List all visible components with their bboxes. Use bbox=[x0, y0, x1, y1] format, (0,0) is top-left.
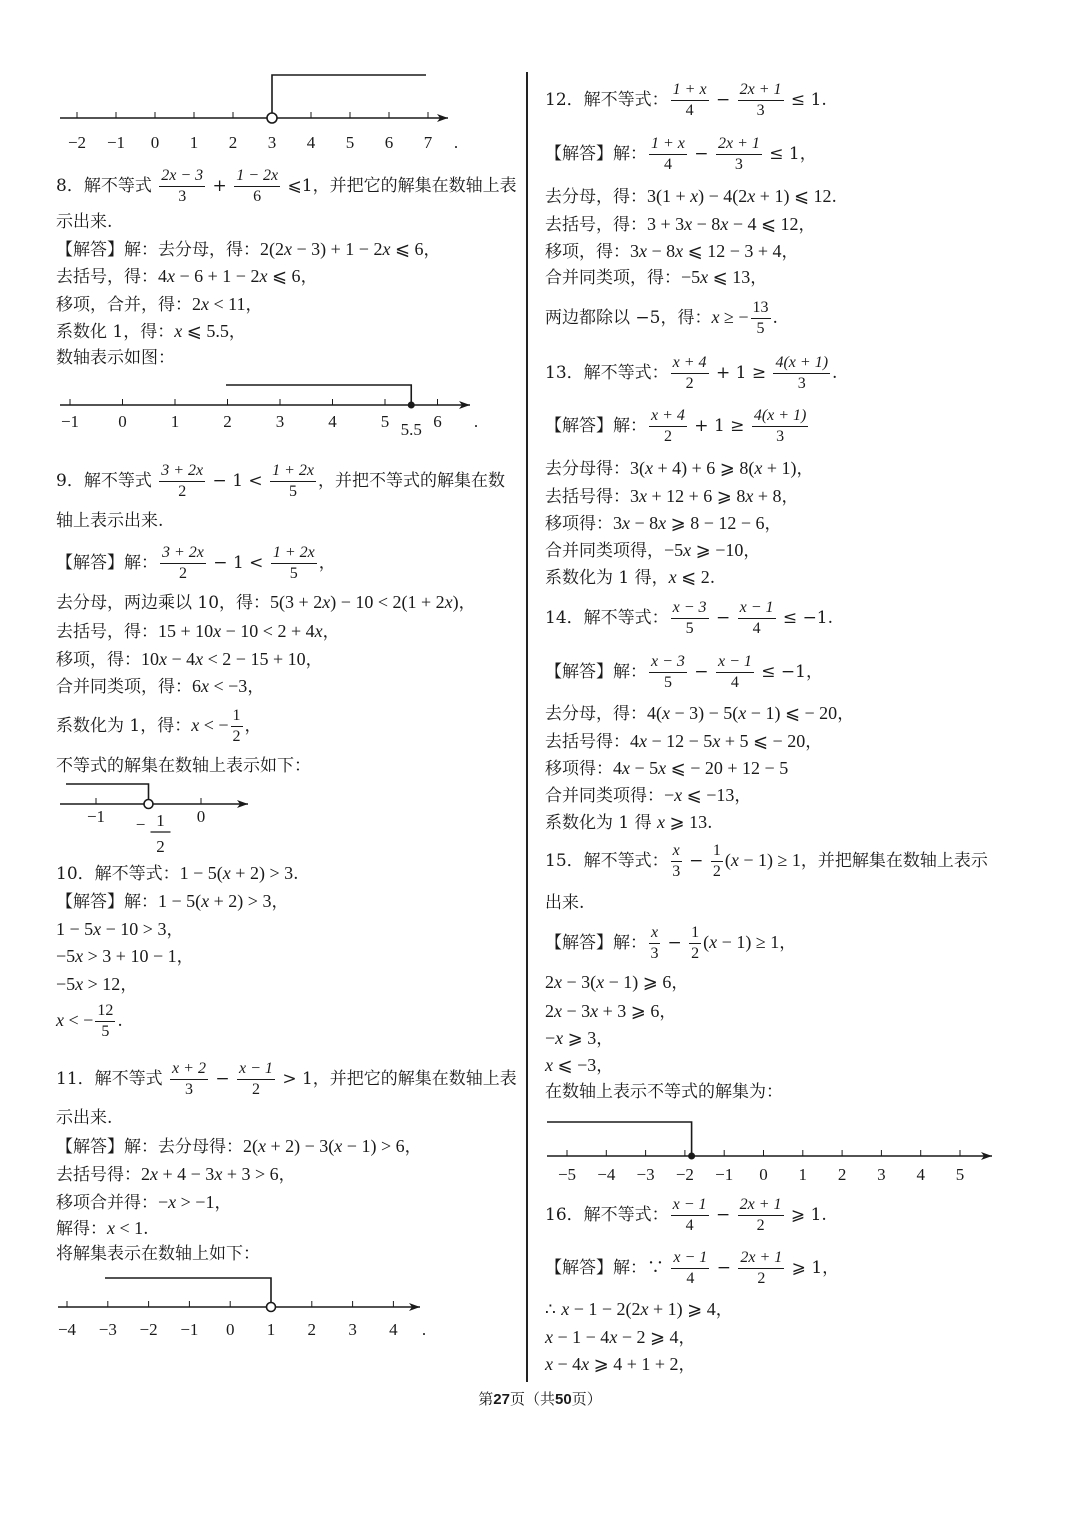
tick-label: 5 bbox=[345, 133, 355, 152]
text-line: 【解答】解：1 − 5(x + 2) > 3， bbox=[56, 891, 289, 912]
tick-label: −2 bbox=[675, 1165, 694, 1184]
trailing-period: . bbox=[473, 412, 479, 431]
open-endpoint bbox=[267, 113, 277, 123]
text-line: 【解答】解：∵ $\frac{x - 1}{4}$ − $\frac{2x + 1}{2}$ ⩾ 1， bbox=[545, 1249, 840, 1287]
footer-mid: 页（共 bbox=[509, 1390, 555, 1408]
solution-bracket bbox=[226, 385, 411, 405]
tick-label: 5 bbox=[955, 1165, 965, 1184]
footer-page-number: 27 bbox=[493, 1391, 510, 1408]
tick-label: −1 bbox=[60, 412, 80, 431]
text-line: 移项得：3x − 8x ⩾ 8 − 12 − 6， bbox=[545, 513, 782, 534]
text-line: x ⩽ −3， bbox=[545, 1055, 614, 1076]
text-line: 两边都除以 −5，得：x ≥ − $\frac{13}{5}$ . bbox=[545, 299, 778, 337]
text-line: 【解答】解： $\frac{x}{3}$ − $\frac{1}{2}$ (x − 1) ≥ 1， bbox=[545, 924, 797, 962]
fraction-denominator: 2 bbox=[156, 837, 165, 856]
tick-label: 4 bbox=[306, 133, 316, 152]
text-line: 示出来. bbox=[56, 212, 113, 232]
text-line: x < − $\frac{12}{5}$ . bbox=[56, 1002, 123, 1040]
text-line: 在数轴上表示不等式的解集为： bbox=[545, 1082, 783, 1102]
tick-label-5-5: 5.5 bbox=[400, 420, 422, 439]
text-line: 【解答】解：去分母得：2(x + 2) − 3(x − 1) > 6， bbox=[56, 1136, 422, 1157]
footer-prefix: 第 bbox=[478, 1390, 494, 1408]
tick-label: 3 bbox=[275, 412, 285, 431]
tick-label: 5 bbox=[380, 412, 390, 431]
solution-bracket bbox=[105, 1278, 271, 1303]
tick-label: −4 bbox=[57, 1320, 77, 1339]
problem-13-statement: 13．解不等式： $\frac{x + 4}{2}$ + 1 ≥ $\frac{4(x + 1)}{3}$ . bbox=[545, 354, 838, 392]
trailing-period: . bbox=[421, 1320, 427, 1339]
tick-label: −3 bbox=[636, 1165, 655, 1184]
problem-15-statement: 15．解不等式： $\frac{x}{3}$ − $\frac{1}{2}$ (x − 1) ≥ 1，并把解集在数轴上表示 bbox=[545, 842, 988, 880]
text-line: 【解答】解： $\frac{1 + x}{4}$ − $\frac{2x + 1}{3}$ ≤ 1， bbox=[545, 135, 817, 173]
text-line: 去括号得：4x − 12 − 5x + 5 ⩽ − 20， bbox=[545, 731, 823, 752]
tick-label: 3 bbox=[348, 1320, 357, 1339]
number-line-8 bbox=[0, 375, 526, 455]
tick-label: −2 bbox=[67, 133, 87, 152]
fraction-sign: − bbox=[135, 815, 146, 834]
tick-label: −1 bbox=[106, 133, 126, 152]
tick-label: 4 bbox=[328, 412, 337, 431]
tick-label: 1 bbox=[798, 1165, 808, 1184]
tick-label: 0 bbox=[150, 133, 160, 152]
tick-label: −1 bbox=[180, 1320, 199, 1339]
tick-label: 0 bbox=[759, 1165, 768, 1184]
text-line: 1 − 5x − 10 > 3， bbox=[56, 919, 184, 940]
tick-label: 2 bbox=[307, 1320, 317, 1339]
text-line: 系数化为 1 得，x ⩽ 2. bbox=[545, 567, 716, 588]
number-line-11 bbox=[0, 1270, 526, 1345]
open-endpoint bbox=[267, 1303, 276, 1312]
problem-9-statement: 9．解不等式 $\frac{3 + 2x}{2}$ − 1 < $\frac{1 + 2x}{5}$ ，并把不等式的解集在数 bbox=[56, 462, 505, 500]
open-endpoint bbox=[144, 800, 153, 809]
tick-label: 4 bbox=[916, 1165, 925, 1184]
problem-10-statement: 10．解不等式：1 − 5(x + 2) > 3. bbox=[56, 863, 299, 884]
text-line: 【解答】解： $\frac{x - 3}{5}$ − $\frac{x - 1}{4}$ ≤ −1， bbox=[545, 653, 823, 691]
text-line: 【解答】解： $\frac{x + 4}{2}$ + 1 ≥ $\frac{4(x + 1)}{3}$ bbox=[545, 407, 807, 445]
tick-label: −5 bbox=[557, 1165, 577, 1184]
tick-label: 4 bbox=[389, 1320, 398, 1339]
text-line: 去括号得：3x + 12 + 6 ⩾ 8x + 8， bbox=[545, 486, 799, 507]
text-line: 【解答】解：去分母，得：2(2x − 3) + 1 − 2x ⩽ 6， bbox=[56, 239, 441, 260]
text-line: x − 1 − 4x − 2 ⩾ 4， bbox=[545, 1327, 696, 1348]
text-line: 去括号，得：4x − 6 + 1 − 2x ⩽ 6， bbox=[56, 266, 318, 287]
tick-label: −1 bbox=[715, 1165, 734, 1184]
problem-8-statement: 8．解不等式 $\frac{2x - 3}{3}$ + $\frac{1 - 2x}{6}$ ⩽1，并把它的解集在数轴上表 bbox=[56, 167, 517, 205]
tick-label: −2 bbox=[139, 1320, 158, 1339]
text-line: 移项合并得：−x > −1， bbox=[56, 1192, 232, 1213]
tick-label: 7 bbox=[423, 133, 433, 152]
text-line: 合并同类项，得：−5x ⩽ 13， bbox=[545, 267, 768, 288]
text-line: −5x > 12， bbox=[56, 974, 138, 995]
tick-label: 2 bbox=[837, 1165, 847, 1184]
tick-label: 1 bbox=[266, 1320, 276, 1339]
text-line: −5x > 3 + 10 − 1， bbox=[56, 946, 194, 967]
text-line: 2x − 3x + 3 ⩾ 6， bbox=[545, 1001, 677, 1022]
problem-16-statement: 16．解不等式： $\frac{x - 1}{4}$ − $\frac{2x + 1}{2}$ ⩾ 1. bbox=[545, 1196, 827, 1234]
text-line: 出来. bbox=[545, 893, 585, 913]
tick-label: 6 bbox=[433, 412, 442, 431]
text-line: 去分母，得：3(1 + x) − 4(2x + 1) ⩽ 12. bbox=[545, 186, 837, 207]
tick-label: 1 bbox=[189, 133, 199, 152]
text-line: 【解答】解： $\frac{3 + 2x}{2}$ − 1 < $\frac{1 + 2x}{5}$ ， bbox=[56, 544, 336, 582]
tick-label: 2 bbox=[228, 133, 238, 152]
text-line: ∴ x − 1 − 2(2x + 1) ⩾ 4， bbox=[545, 1299, 733, 1320]
solution-bracket bbox=[547, 1122, 692, 1156]
text-line: 数轴表示如图： bbox=[56, 348, 175, 368]
filled-endpoint bbox=[408, 402, 415, 409]
tick-label: 0 bbox=[118, 412, 127, 431]
solution-bracket bbox=[66, 784, 149, 800]
tick-label: 2 bbox=[223, 412, 232, 431]
text-line: 移项，得：10x − 4x < 2 − 15 + 10， bbox=[56, 649, 323, 670]
tick-label: −1 bbox=[86, 807, 106, 826]
number-line-top bbox=[0, 60, 526, 160]
number-line-9 bbox=[0, 778, 526, 860]
text-line: 去括号，得：3 + 3x − 8x − 4 ⩽ 12， bbox=[545, 214, 816, 235]
tick-label: 1 bbox=[170, 412, 180, 431]
tick-label: 0 bbox=[196, 807, 206, 826]
text-line: 系数化 1，得：x ⩽ 5.5， bbox=[56, 321, 246, 342]
tick-label: −3 bbox=[98, 1320, 117, 1339]
number-line-15 bbox=[527, 1110, 1080, 1190]
filled-endpoint bbox=[688, 1153, 695, 1160]
text-line: 系数化为 1，得：x < − $\frac{1}{2}$ ， bbox=[56, 707, 262, 745]
text-line: 去分母得：3(x + 4) + 6 ⩾ 8(x + 1)， bbox=[545, 458, 814, 479]
text-line: 解得：x < 1. bbox=[56, 1218, 149, 1239]
text-line: 示出来. bbox=[56, 1108, 113, 1128]
footer-total-pages: 50 bbox=[555, 1391, 572, 1408]
text-line: 将解集表示在数轴上如下： bbox=[56, 1244, 260, 1264]
text-line: 去分母，得：4(x − 3) − 5(x − 1) ⩽ − 20， bbox=[545, 703, 855, 724]
text-line: 移项，合并，得：2x < 11， bbox=[56, 294, 263, 315]
text-line: 不等式的解集在数轴上表示如下： bbox=[56, 756, 311, 776]
tick-label: 6 bbox=[384, 133, 394, 152]
problem-14-statement: 14．解不等式： $\frac{x - 3}{5}$ − $\frac{x - 1}{4}$ ≤ −1. bbox=[545, 599, 834, 637]
text-line: 合并同类项得：−x ⩽ −13， bbox=[545, 785, 752, 806]
text-line: 合并同类项，得：6x < −3， bbox=[56, 676, 265, 697]
trailing-period: . bbox=[453, 133, 459, 152]
tick-label: −4 bbox=[597, 1165, 616, 1184]
footer-suffix: 页） bbox=[571, 1390, 602, 1408]
text-line: 去括号，得：15 + 10x − 10 < 2 + 4x， bbox=[56, 621, 340, 642]
text-line: 合并同类项得，−5x ⩾ −10， bbox=[545, 540, 761, 561]
text-line: 2x − 3(x − 1) ⩾ 6， bbox=[545, 972, 689, 993]
solution-bracket bbox=[272, 75, 426, 114]
text-line: 系数化为 1 得 x ⩾ 13. bbox=[545, 812, 713, 833]
tick-label: 3 bbox=[877, 1165, 886, 1184]
fraction-numerator: 1 bbox=[156, 811, 165, 830]
problem-11-statement: 11．解不等式 $\frac{x + 2}{3}$ − $\frac{x - 1}{2}$ > 1，并把它的解集在数轴上表 bbox=[56, 1060, 517, 1098]
page-footer bbox=[0, 1388, 1080, 1409]
text-line: 移项得：4x − 5x ⩽ − 20 + 12 − 5 bbox=[545, 758, 789, 779]
tick-label: 0 bbox=[225, 1320, 235, 1339]
text-line: 去分母，两边乘以 10，得：5(3 + 2x) − 10 < 2(1 + 2x)， bbox=[56, 592, 476, 613]
text-line: 去括号得：2x + 4 − 3x + 3 > 6， bbox=[56, 1164, 296, 1185]
text-line: 轴上表示出来. bbox=[56, 511, 164, 531]
text-line: x − 4x ⩾ 4 + 1 + 2， bbox=[545, 1354, 696, 1375]
problem-12-statement: 12．解不等式： $\frac{1 + x}{4}$ − $\frac{2x + 1}{3}$ ≤ 1. bbox=[545, 81, 827, 119]
text-line: 移项，得：3x − 8x ⩽ 12 − 3 + 4， bbox=[545, 241, 799, 262]
tick-label: 3 bbox=[267, 133, 277, 152]
text-line: −x ⩾ 3， bbox=[545, 1028, 614, 1049]
